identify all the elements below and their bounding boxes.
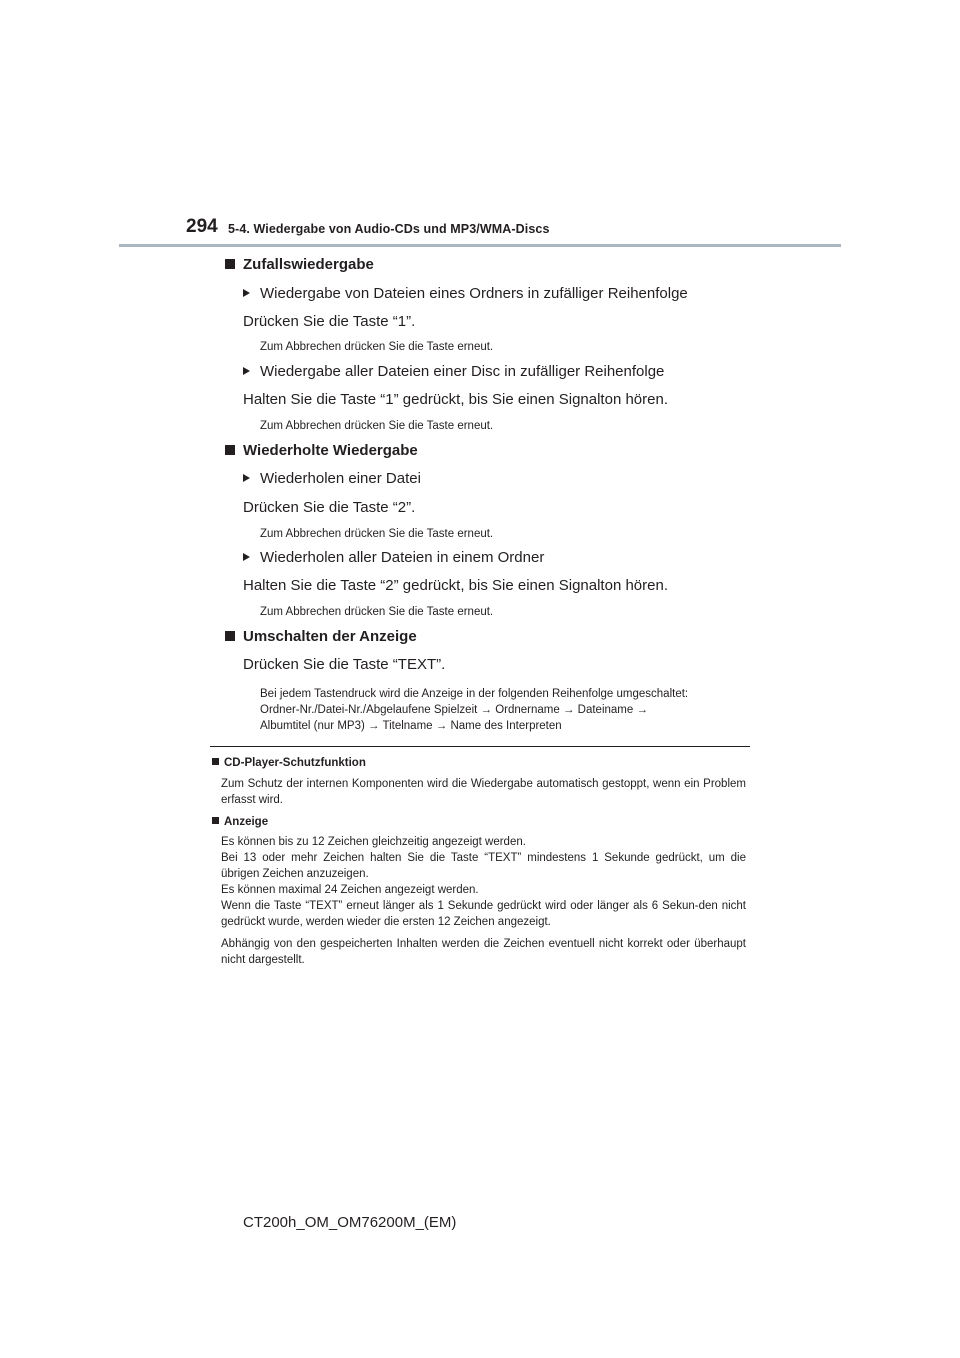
footnote-heading-cd-player-schutzfunktion (212, 757, 366, 769)
bullet-item (243, 470, 421, 487)
square-bullet-icon (225, 631, 235, 641)
heading-zufallswiedergabe (225, 256, 374, 273)
note: Zum Abbrechen drücken Sie die Taste erneut. (260, 341, 494, 353)
footnote-line: Bei 13 oder mehr Zeichen halten Sie die Taste “TEXT” mindestens 1 Sekunde gedrückt, um die übrigen Zeichen anzuzeigen. (221, 852, 746, 880)
bullet-text: Wiedergabe aller Dateien einer Disc in zufälliger Reihenfolge (260, 363, 665, 380)
square-bullet-icon (225, 445, 235, 455)
heading-wiederholte-wiedergabe (225, 442, 418, 459)
bullet-text: Wiederholen einer Datei (260, 470, 421, 487)
note-line: Albumtitel (nur MP3) → Titelname → Name des Interpreten (260, 720, 562, 732)
footnote-heading-text: CD-Player-Schutzfunktion (224, 757, 366, 769)
instruction: Halten Sie die Taste “1” gedrückt, bis Sie einen Signalton hören. (243, 391, 668, 408)
footnote-text: Zum Schutz der internen Komponenten wird die Wiedergabe automatisch gestoppt, wenn ein Problem erfasst wird. (221, 778, 746, 806)
bullet-item (243, 285, 688, 302)
square-bullet-icon (212, 758, 219, 765)
heading-text: Zufallswiedergabe (243, 256, 374, 273)
footnote-heading-text: Anzeige (224, 816, 269, 828)
note: Zum Abbrechen drücken Sie die Taste erneut. (260, 606, 494, 618)
bullet-text: Wiedergabe von Dateien eines Ordners in zufälliger Reihenfolge (260, 285, 688, 302)
bullet-item (243, 363, 664, 380)
page-number: 294 (186, 216, 218, 237)
section-divider (210, 746, 750, 747)
heading-umschalten-der-anzeige (225, 628, 417, 645)
note-line: Bei jedem Tastendruck wird die Anzeige in der folgenden Reihenfolge umgeschaltet: (260, 688, 689, 700)
instruction: Halten Sie die Taste “2” gedrückt, bis Sie einen Signalton hören. (243, 577, 668, 594)
footnote-heading-anzeige (212, 816, 268, 828)
bullet-item (243, 549, 544, 566)
footnote-line: Es können maximal 24 Zeichen angezeigt werden. (221, 884, 479, 896)
square-bullet-icon (212, 817, 219, 824)
note: Zum Abbrechen drücken Sie die Taste erneut. (260, 528, 494, 540)
instruction: Drücken Sie die Taste “2”. (243, 499, 416, 516)
footnote-line: Wenn die Taste “TEXT” erneut länger als 1 Sekunde gedrückt wird oder länger als 6 Sekun-den nicht gedrückt wurde, werden wieder die ersten 12 Zeichen angezeigt. (221, 900, 746, 928)
heading-text: Umschalten der Anzeige (243, 628, 417, 645)
note: Zum Abbrechen drücken Sie die Taste erneut. (260, 420, 494, 432)
header-rule (119, 244, 841, 247)
footnote-text-block (221, 834, 746, 968)
triangle-bullet-icon (243, 553, 250, 561)
section-title: 5-4. Wiedergabe von Audio-CDs und MP3/WMA-Discs (228, 222, 550, 236)
footnote-paragraph: Abhängig von den gespeicherten Inhalten werden die Zeichen eventuell nicht korrekt oder überhaupt nicht dargestellt. (221, 938, 746, 966)
heading-text: Wiederholte Wiedergabe (243, 442, 418, 459)
note-line: Ordner-Nr./Datei-Nr./Abgelaufene Spielzeit → Ordnername → Dateiname → (260, 704, 648, 716)
instruction: Drücken Sie die Taste “1”. (243, 313, 416, 330)
square-bullet-icon (225, 259, 235, 269)
document-code: CT200h_OM_OM76200M_(EM) (243, 1214, 457, 1231)
bullet-text: Wiederholen aller Dateien in einem Ordner (260, 549, 545, 566)
triangle-bullet-icon (243, 289, 250, 297)
triangle-bullet-icon (243, 474, 250, 482)
footnote-line: Es können bis zu 12 Zeichen gleichzeitig angezeigt werden. (221, 836, 526, 848)
instruction: Drücken Sie die Taste “TEXT”. (243, 656, 446, 673)
triangle-bullet-icon (243, 367, 250, 375)
display-sequence-note (260, 686, 760, 734)
